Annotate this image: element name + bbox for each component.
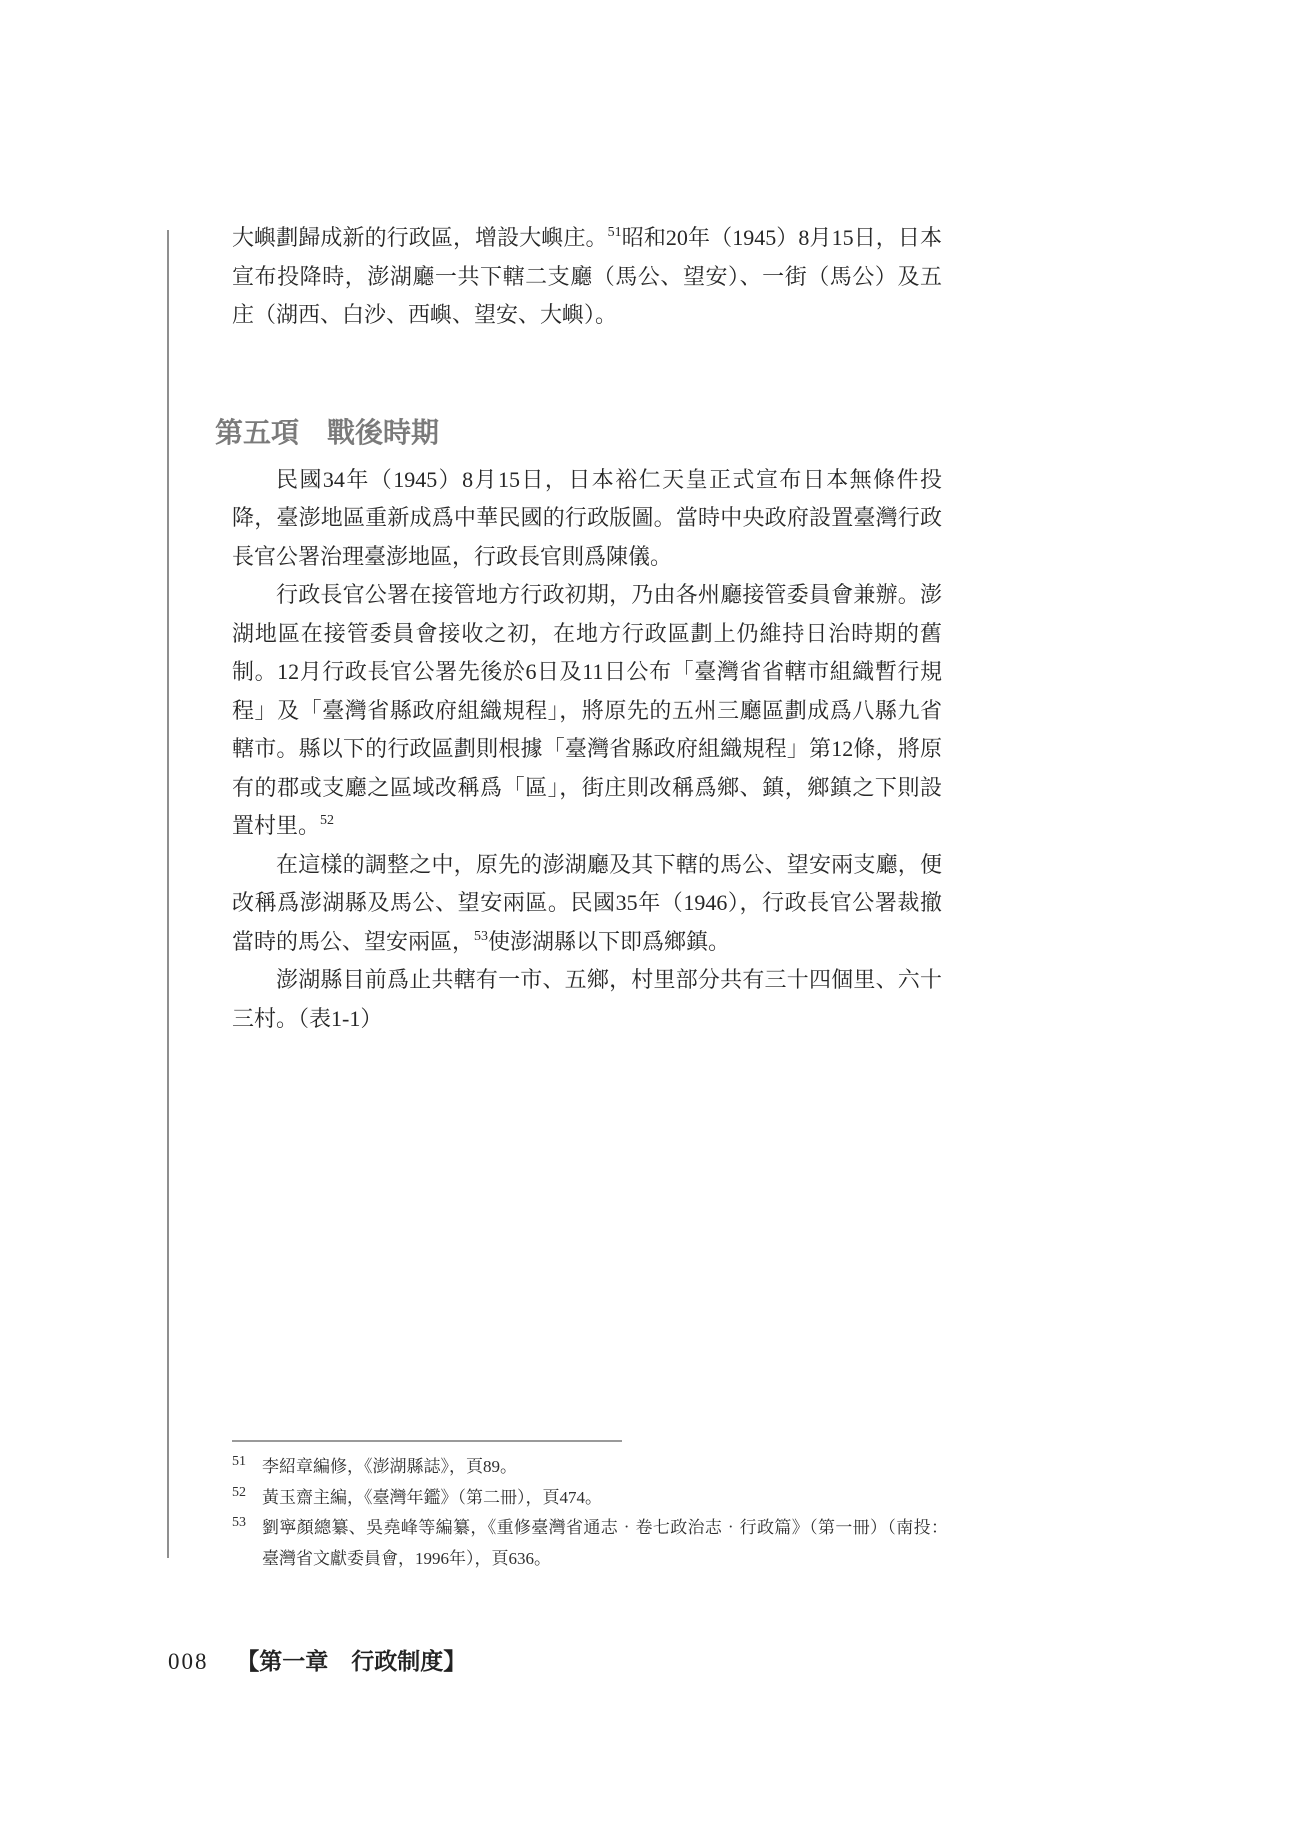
- paragraph-text: 行政長官公署在接管地方行政初期，乃由各州廳接管委員會兼辦。澎湖地區在接管委員會接收之初，在地方行政區劃上仍維持日治時期的舊制。12月行政長官公署先後於6日及11日公布「臺灣省省轄市組織暫行規程」及「臺灣省縣政府組織規程」，將原先的五州三廳區劃成爲八縣九省轄市。縣以下的行政區劃則根據「臺灣省縣政府組織規程」第12條，將原有的郡或支廳之區域改稱爲「區」，街庄則改稱爲鄉、鎮，鄉鎮之下則設置村里。: [232, 582, 942, 838]
- footnote-separator: [232, 1440, 622, 1442]
- footnote-number: 53: [232, 1515, 246, 1530]
- paragraph-text: 大嶼劃歸成新的行政區，增設大嶼庄。: [232, 225, 608, 250]
- footnote-53: [232, 1513, 948, 1574]
- footnote-number: 52: [232, 1484, 246, 1500]
- footnote-text: 劉寧顏總纂、吳堯峰等編纂，《重修臺灣省通志‧卷七政治志‧行政篇》（第一冊）（南投：臺灣省文獻委員會，1996年），頁636。: [262, 1518, 948, 1568]
- footnote-ref-51: 51: [607, 225, 622, 240]
- footnote-51: [232, 1452, 948, 1483]
- footnotes-block: [232, 1440, 948, 1574]
- footnote-ref-52: 52: [320, 813, 335, 828]
- footnote-text: 李紹章編修，《澎湖縣誌》，頁89。: [262, 1457, 517, 1476]
- page-number: 008: [168, 1649, 209, 1674]
- page-body: [215, 219, 942, 1038]
- footnote-ref-53: 53: [474, 928, 489, 944]
- paragraph: [232, 846, 942, 962]
- footnote-52: [232, 1483, 948, 1514]
- paragraph-text: 昭和20年（1945）8月15日，日本宣布投降時，澎湖廳一共下轄二支廳（馬公、望安）、一街（馬公）及五庄（湖西、白沙、西嶼、望安、大嶼）。: [232, 225, 942, 327]
- paragraph: [232, 576, 942, 846]
- footnote-text: 黃玉齋主編，《臺灣年鑑》（第二冊），頁474。: [262, 1487, 602, 1507]
- page-footer: [168, 1643, 466, 1676]
- paragraph-text: 在這樣的調整之中，原先的澎湖廳及其下轄的馬公、望安兩支廳，便改稱爲澎湖縣及馬公、望安兩區。民國35年（1946），行政長官公署裁撤當時的馬公、望安兩區，: [232, 851, 942, 954]
- paragraph-text: 使澎湖縣以下即爲鄉鎮。: [488, 928, 731, 954]
- paragraph-continuation: [232, 219, 942, 335]
- paragraph: 民國34年（1945）8月15日，日本裕仁天皇正式宣布日本無條件投降，臺澎地區重新成爲中華民國的行政版圖。當時中央政府設置臺灣行政長官公署治理臺澎地區，行政長官則爲陳儀。: [232, 466, 942, 569]
- left-margin-rule: [167, 230, 169, 1558]
- footnote-number: 51: [232, 1454, 246, 1469]
- section-heading: 第五項 戰後時期: [215, 416, 440, 448]
- paragraph: 澎湖縣目前爲止共轄有一市、五鄉，村里部分共有三十四個里、六十三村。（表1-1）: [232, 967, 942, 1031]
- chapter-label: 【第一章 行政制度】: [236, 1649, 467, 1674]
